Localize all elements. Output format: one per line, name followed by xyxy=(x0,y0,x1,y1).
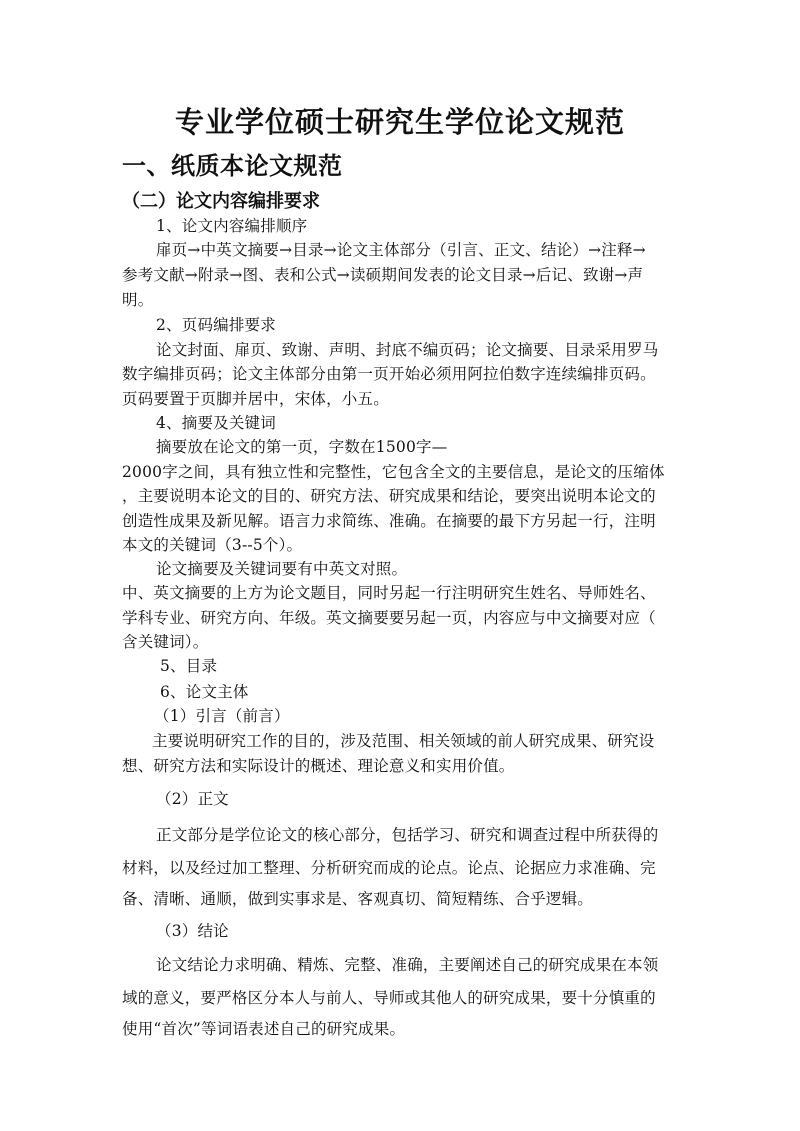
paragraph-line: 本文的关键词（3--5个）。 xyxy=(122,536,303,554)
paragraph-line: 论文结论力求明确、精炼、完整、准确，主要阐述自己的研究成果在本领 xyxy=(156,956,659,974)
paragraph-line: 论文摘要及关键词要有中英文对照。 xyxy=(156,560,408,578)
paragraph-line: 数字编排页码；论文主体部分由第一页开始必须用阿拉伯数字连续编排页码。 xyxy=(122,365,656,383)
list-heading-pagination: 2、页码编排要求 xyxy=(156,316,276,334)
page-title: 专业学位硕士研究生学位论文规范 xyxy=(174,105,625,139)
sub-heading-conclusion: （3）结论 xyxy=(156,922,229,940)
paragraph-line: 正文部分是学位论文的核心部分，包括学习、研究和调查过程中所获得的 xyxy=(156,826,659,844)
paragraph-line: 2000字之间，具有独立性和完整性，它包含全文的主要信息，是论文的压缩体 xyxy=(122,463,665,481)
paragraph-line: 含关键词）。 xyxy=(122,633,209,651)
paragraph-line: 使用“首次”等词语表述自己的研究成果。 xyxy=(122,1020,406,1038)
paragraph-line: 主要说明研究工作的目的，涉及范围、相关领域的前人研究成果、研究设 xyxy=(152,732,655,750)
paragraph-line: 明。 xyxy=(122,291,154,309)
list-heading-toc: 5、目录 xyxy=(160,657,218,675)
paragraph-line: 创造性成果及新见解。语言力求简练、准确。在摘要的最下方另起一行，注明 xyxy=(122,512,656,530)
paragraph-line: 论文封面、扉页、致谢、声明、封底不编页码；论文摘要、目录采用罗马 xyxy=(156,341,659,359)
paragraph-line: 学科专业、研究方向、年级。英文摘要要另起一页，内容应与中文摘要对应（ xyxy=(122,609,656,627)
sub-heading-main-text: （2）正文 xyxy=(156,790,229,808)
paragraph-line: 中、英文摘要的上方为论文题目，同时另起一行注明研究生姓名、导师姓名、 xyxy=(122,584,656,602)
paragraph-line: 摘要放在论文的第一页，字数在1500字— xyxy=(156,438,448,456)
list-heading-order: 1、论文内容编排顺序 xyxy=(156,217,308,235)
list-heading-abstract: 4、摘要及关键词 xyxy=(156,414,276,432)
subsection-heading: （二）论文内容编排要求 xyxy=(122,191,320,212)
paragraph-line: ，主要说明本论文的目的、研究方法、研究成果和结论，要突出说明本论文的 xyxy=(122,487,656,505)
section-heading: 一、纸质本论文规范 xyxy=(122,152,343,180)
paragraph-line: 想、研究方法和实际设计的概述、理论意义和实用价值。 xyxy=(122,757,515,775)
paragraph-line: 域的意义，要严格区分本人与前人、导师或其他人的研究成果，要十分慎重的 xyxy=(122,989,656,1007)
list-heading-body: 6、论文主体 xyxy=(160,683,249,701)
paragraph-line: 扉页→中英文摘要→目录→论文主体部分（引言、正文、结论）→注释→ xyxy=(156,241,646,259)
paragraph-line: 参考文献→附录→图、表和公式→读硕期间发表的论文目录→后记、致谢→声 xyxy=(122,266,644,284)
paragraph-line: 备、清晰、通顺，做到实事求是、客观真切、简短精练、合乎逻辑。 xyxy=(122,890,594,908)
sub-heading-intro: （1）引言（前言） xyxy=(154,707,290,725)
paragraph-line: 材料，以及经过加工整理、分析研究而成的论点。论点、论据应力求准确、完 xyxy=(122,859,656,877)
paragraph-line: 页码要置于页脚并居中，宋体，小五。 xyxy=(122,390,389,408)
